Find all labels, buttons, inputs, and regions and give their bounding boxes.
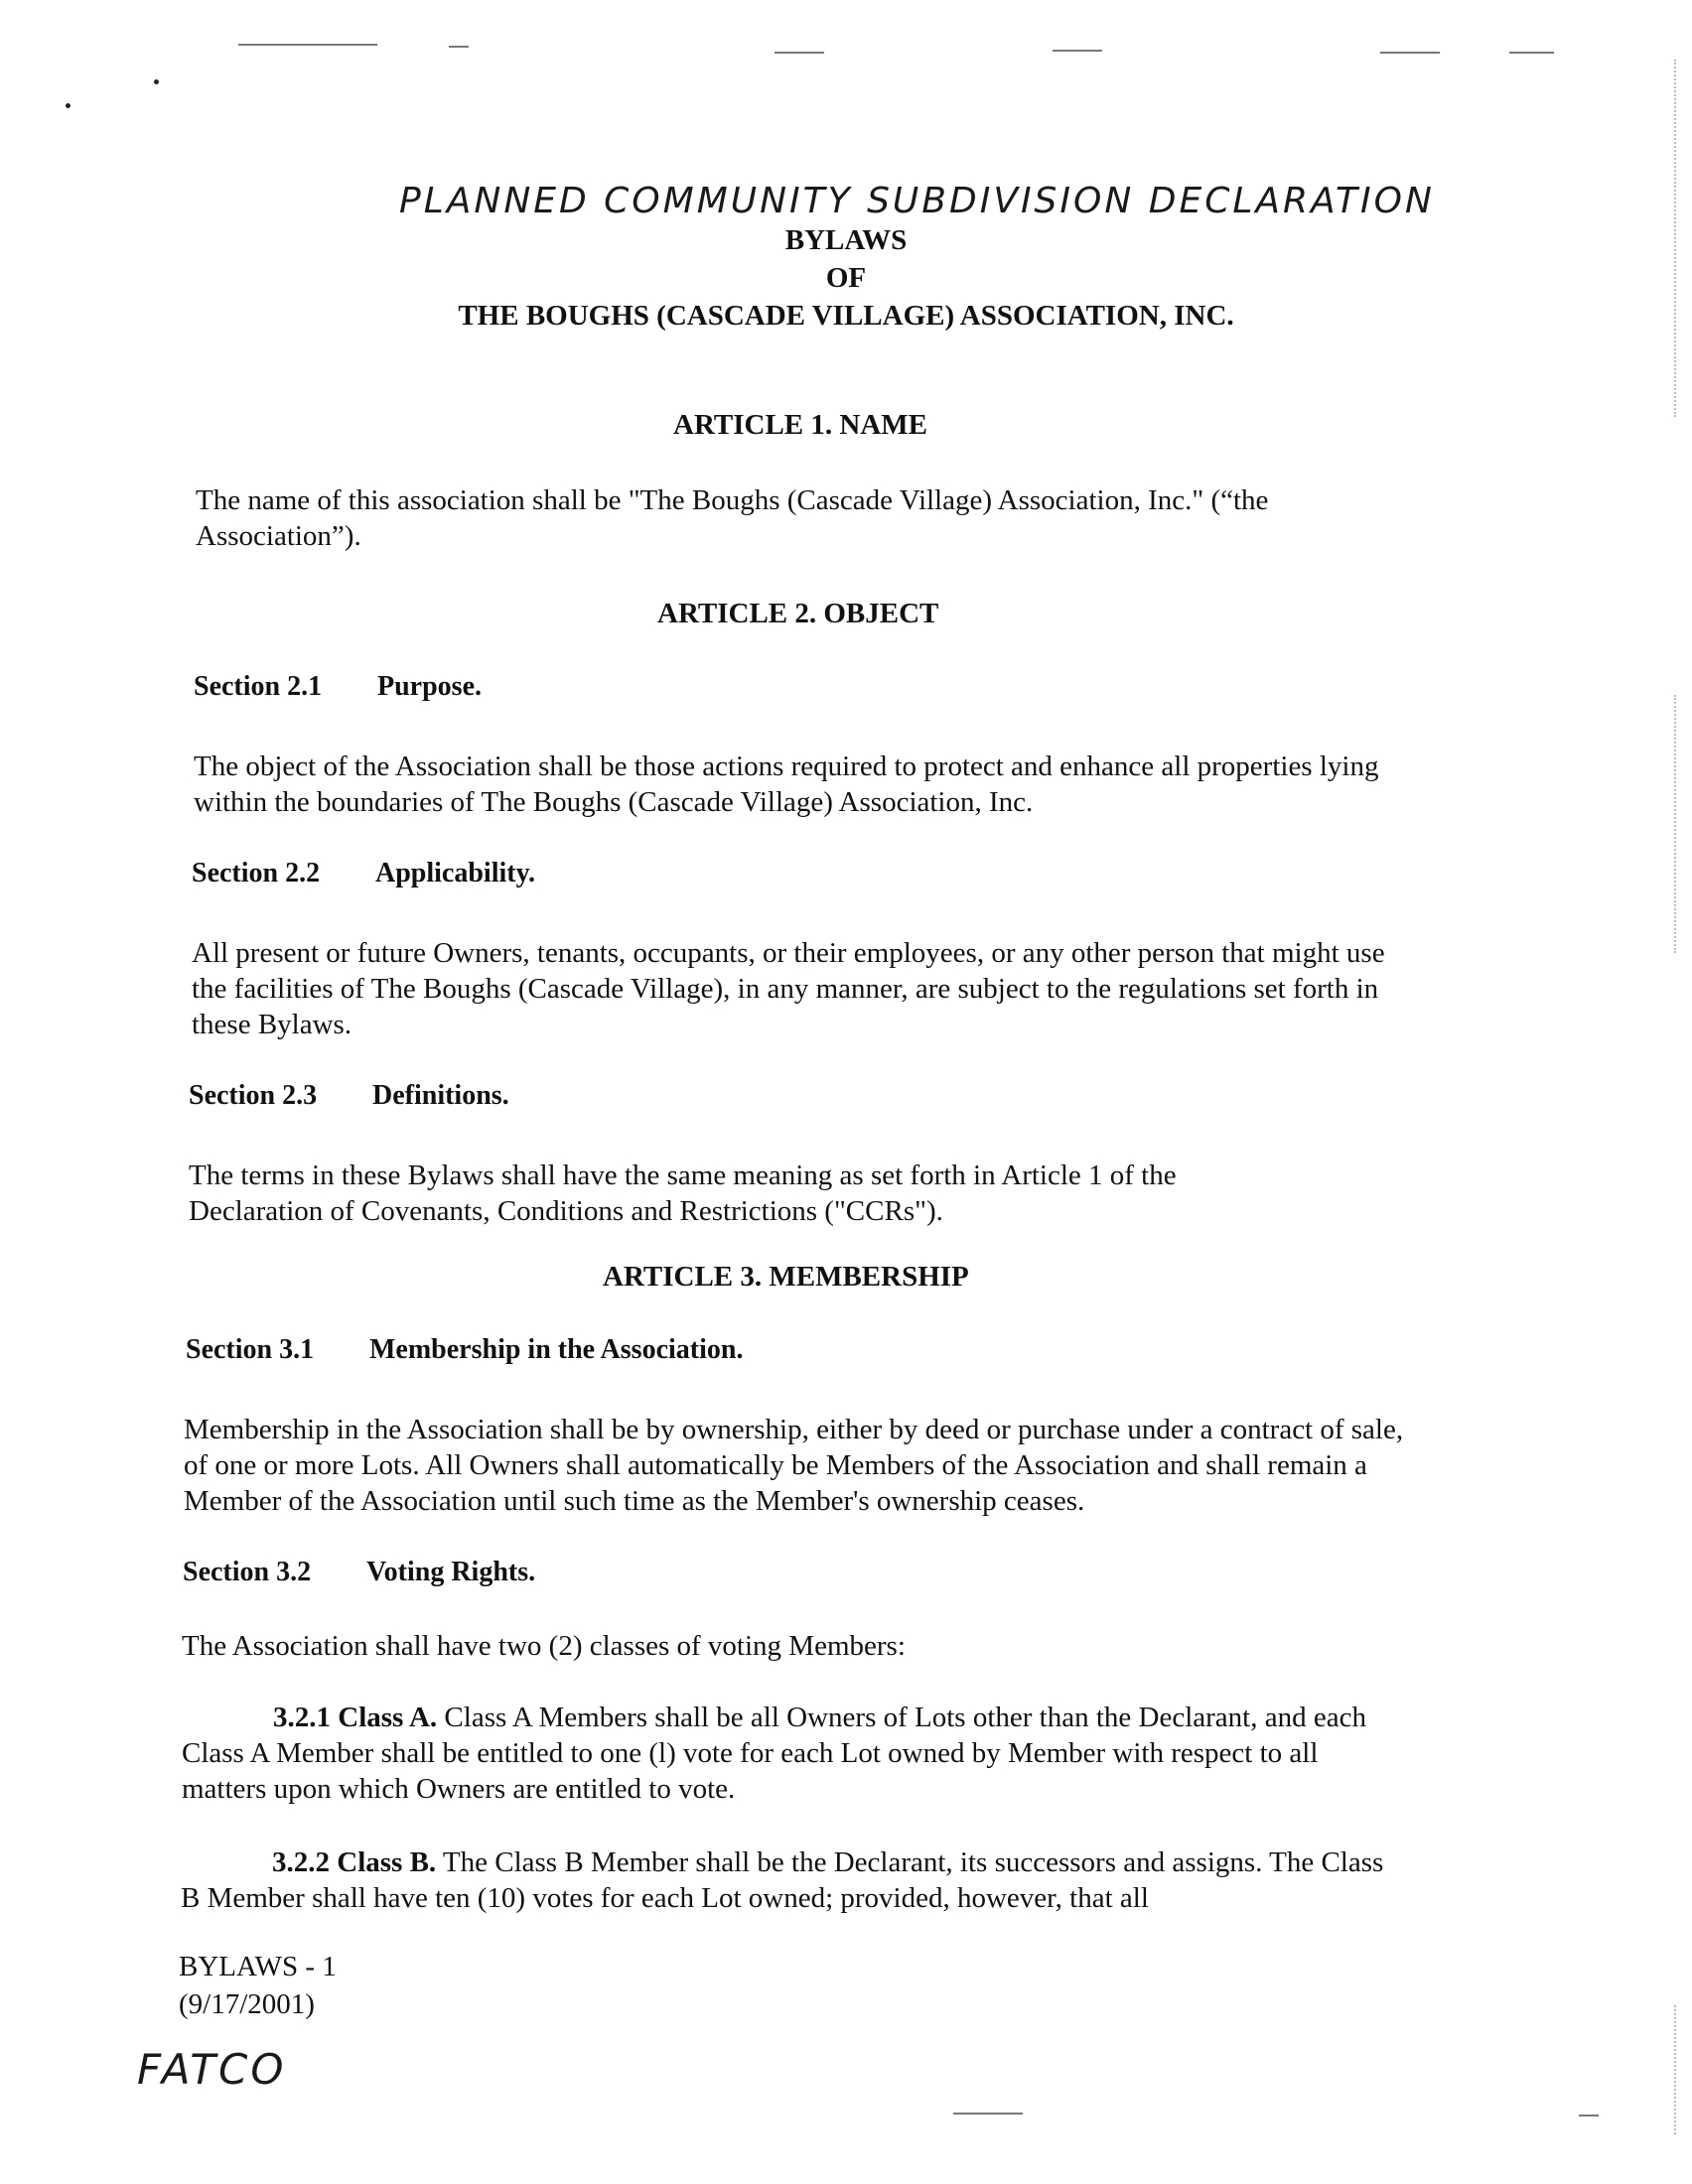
subsection-label: 3.2.2 Class B. [272,1846,437,1878]
scan-artifact [1380,52,1440,54]
scan-artifact [1053,50,1102,52]
article-1-text: The name of this association shall be "The Boughs (Cascade Village) Association, Inc." (“the Association”). [196,484,1269,552]
section-2-1-text: The object of the Association shall be those actions required to protect and enhance all properties lying within the boundaries of The Boughs (Cascade Village) Association, Inc. [194,751,1379,818]
section-number: Section 3.2 [183,1557,312,1587]
section-3-2-text: The Association shall have two (2) classes of voting Members: [182,1630,906,1662]
article-3-heading: ARTICLE 3. MEMBERSHIP [603,1261,969,1293]
section-title: Voting Rights. [366,1557,536,1587]
section-title: Definitions. [372,1080,509,1111]
section-number: Section 2.3 [189,1080,318,1111]
section-number: Section 2.1 [194,671,323,702]
subsection-label: 3.2.1 Class A. [273,1702,438,1733]
scan-artifact [1674,695,1676,953]
handwritten-top-note: PLANNED COMMUNITY SUBDIVISION DECLARATION [399,181,1435,221]
scan-artifact [953,2113,1023,2115]
section-3-2-heading [183,1557,535,1588]
scan-artifact [775,52,824,54]
footer-page-label: BYLAWS - 1 [179,1951,337,1982]
section-title: Applicability. [375,858,536,888]
section-number: Section 2.2 [192,858,321,888]
scan-artifact [66,103,70,108]
scan-artifact [1509,52,1554,54]
subsection-text: Class A Members shall be all Owners of Lots other than the Declarant, and each Class A Member shall be entitled to one (l) vote for each Lot owned by Member with respect to all matters upon which Owners are entitled to vote. [182,1702,1366,1805]
section-3-1-text: Membership in the Association shall be by ownership, either by deed or purchase under a contract of sale, of one or more Lots. All Owners shall automatically be Members of the Association and shall remain a Member of the Association until such time as the Member's ownership ceases. [184,1414,1404,1517]
scan-artifact [238,44,377,46]
section-3-1-heading [186,1334,743,1366]
article-2-heading: ARTICLE 2. OBJECT [657,598,939,629]
section-2-3-text: The terms in these Bylaws shall have the same meaning as set forth in Article 1 of the Declaration of Covenants, Conditions and Restrictions ("CCRs"). [189,1160,1177,1227]
section-2-2-text: All present or future Owners, tenants, occupants, or their employees, or any other person that might use the facilities of The Boughs (Cascade Village), in any manner, are subject to the regulations set forth in these Bylaws. [192,937,1385,1040]
section-title: Purpose. [377,671,482,702]
section-title: Membership in the Association. [369,1334,744,1365]
section-number: Section 3.1 [186,1334,315,1365]
subsection-3-2-1 [182,1700,1403,1807]
title-line-2: OF [825,262,867,294]
scan-artifact [154,79,159,84]
footer-date: (9/17/2001) [179,1988,315,2020]
scan-artifact [449,46,469,48]
scan-artifact [1674,2005,1676,2134]
title-line-1: BYLAWS [784,224,908,256]
handwritten-bottom-note: FATCO [137,2045,287,2094]
section-2-3-heading [189,1080,509,1112]
subsection-text: The Class B Member shall be the Declarant, its successors and assigns. The Class B Member shall have ten (10) votes for each Lot owned; provided, however, that all [181,1846,1384,1914]
subsection-3-2-2 [181,1844,1402,1916]
title-line-3: THE BOUGHS (CASCADE VILLAGE) ASSOCIATION, INC. [458,300,1234,332]
section-2-1-heading [194,671,482,703]
article-1-heading: ARTICLE 1. NAME [673,409,927,441]
section-2-2-heading [192,858,535,889]
scan-artifact [1579,2115,1599,2116]
